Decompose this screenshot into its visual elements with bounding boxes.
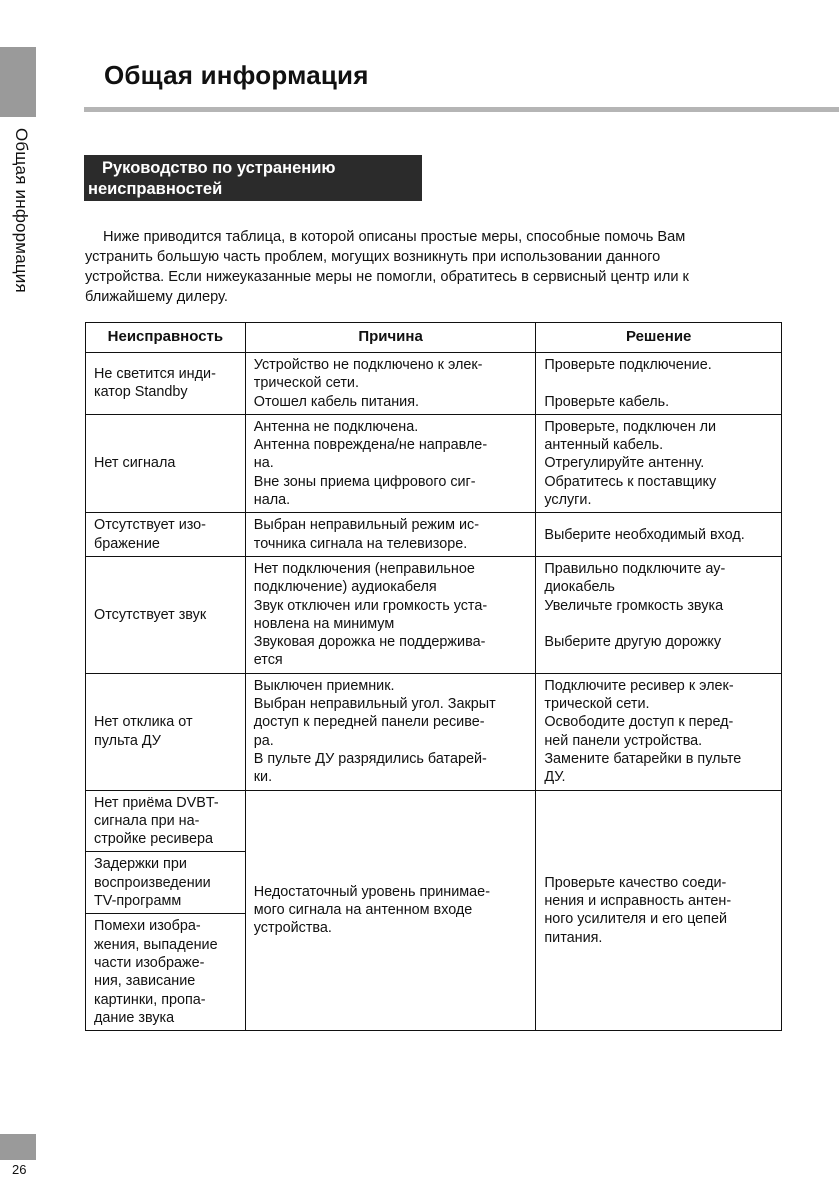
cause-cell-line: Звуковая дорожка не поддержива-	[253, 634, 486, 651]
title-divider	[84, 107, 839, 112]
cause-cell-line: Недостаточный уровень принимае-	[253, 883, 490, 900]
fault-cell-line: Нет отклика от	[94, 714, 193, 731]
cause-cell-line: Антенна повреждена/не направле-	[253, 437, 488, 454]
solution-cell	[536, 513, 782, 557]
cause-cell-line: Антенна не подключена.	[253, 418, 419, 435]
cause-cell	[245, 353, 536, 415]
cause-cell-line: Выключен приемник.	[253, 677, 395, 694]
solution-cell-line: Отрегулируйте антенну.	[544, 455, 705, 472]
section-heading-line1: Руководство по устранению	[102, 159, 336, 177]
fault-cell	[86, 914, 246, 1031]
solution-cell-line: ней панели устройства.	[544, 732, 703, 749]
solution-cell-line: Проверьте кабель.	[544, 393, 670, 410]
solution-cell-line: Освободите доступ к перед-	[544, 714, 734, 731]
solution-cell-line: Обратитесь к поставщику	[544, 473, 717, 490]
fault-cell-line: картинки, пропа-	[94, 991, 206, 1008]
fault-cell-line: стройке ресивера	[94, 831, 214, 848]
cause-cell-line: В пульте ДУ разрядились батарей-	[253, 750, 487, 767]
cause-cell-line: Вне зоны приема цифрового сиг-	[253, 473, 476, 490]
cause-cell-line: подключение) аудиокабеля	[253, 579, 437, 596]
solution-cell-line: нения и исправность антен-	[544, 893, 732, 910]
cause-cell-line: Устройство не подключено к элек-	[253, 357, 483, 373]
solution-cell-line: питания.	[544, 929, 603, 946]
cause-cell	[245, 513, 536, 557]
fault-cell	[86, 513, 246, 557]
solution-cell	[536, 673, 782, 790]
cause-cell-line: Выбран неправильный угол. Закрыт	[253, 696, 496, 713]
fault-cell-line: Отсутствует звук	[94, 606, 207, 623]
fault-cell	[86, 353, 246, 415]
header-solution: Решение	[536, 323, 782, 353]
cause-cell-line: ра.	[253, 732, 274, 749]
side-tab-marker	[0, 47, 36, 117]
page-title: Общая информация	[104, 60, 369, 90]
fault-cell	[86, 852, 246, 914]
fault-cell-line: TV-программ	[94, 893, 182, 910]
fault-cell-line: пульта ДУ	[94, 732, 161, 749]
fault-cell-line: Отсутствует изо-	[94, 517, 206, 534]
solution-cell-line: Выберите другую дорожку	[544, 634, 722, 651]
table-row	[86, 353, 782, 415]
solution-cell	[536, 353, 782, 415]
cause-cell-line: ки.	[253, 769, 273, 786]
fault-cell-line: части изображе-	[94, 954, 205, 971]
cause-cell	[245, 790, 536, 1031]
solution-cell	[536, 790, 782, 1031]
table-header-row	[86, 323, 782, 353]
cause-cell-line: новлена на минимум	[253, 615, 395, 632]
cause-cell-line: доступ к передней панели ресиве-	[253, 714, 485, 731]
solution-cell-line	[544, 651, 773, 669]
section-heading-line2: неисправностей	[88, 180, 223, 198]
fault-cell	[86, 673, 246, 790]
cause-cell-line: Нет подключения (неправильное	[253, 560, 475, 577]
solution-cell-line: Подключите ресивер к элек-	[544, 677, 734, 694]
cause-cell-line: на.	[253, 455, 274, 472]
table-row	[86, 673, 782, 790]
cause-cell-line: точника сигнала на телевизоре.	[253, 535, 468, 552]
fault-cell-line: Нет сигнала	[94, 455, 176, 472]
solution-cell-line: Проверьте качество соеди-	[544, 874, 727, 891]
cause-cell-line: нала.	[253, 492, 291, 509]
fault-cell-line: Помехи изобра-	[94, 918, 201, 935]
side-section-label: Общая информация	[12, 128, 31, 293]
solution-cell-line: трической сети.	[544, 696, 650, 713]
solution-cell	[536, 556, 782, 673]
cause-cell	[245, 556, 536, 673]
section-heading	[84, 155, 422, 201]
table-row	[86, 513, 782, 557]
cause-cell-line: устройства.	[253, 920, 332, 937]
solution-cell-line: Правильно подключите ау-	[544, 560, 726, 577]
fault-cell-line: жения, выпадение	[94, 936, 218, 953]
fault-cell-line: сигнала при на-	[94, 812, 200, 829]
table-row	[86, 790, 782, 852]
troubleshooting-table	[85, 322, 782, 1031]
solution-cell-line: антенный кабель.	[544, 437, 664, 454]
fault-cell-line: воспроизведении	[94, 874, 211, 891]
intro-line: ближайшему дилеру.	[85, 289, 228, 305]
cause-cell-line: Выбран неправильный режим ис-	[253, 517, 479, 534]
cause-cell-line: Звук отключен или громкость уста-	[253, 597, 488, 614]
cause-cell-line: трической сети.	[253, 375, 359, 392]
table-row	[86, 556, 782, 673]
solution-cell-line: Замените батарейки в пульте	[544, 750, 742, 767]
fault-cell-line: бражение	[94, 535, 160, 552]
cause-cell-line: мого сигнала на антенном входе	[253, 902, 473, 919]
fault-cell-line: ния, зависание	[94, 973, 196, 990]
fault-cell	[86, 556, 246, 673]
solution-cell-line	[544, 615, 773, 633]
fault-cell	[86, 790, 246, 852]
fault-cell-line: катор Standby	[94, 384, 188, 401]
intro-line: Ниже приводится таблица, в которой описаны простые меры, способные помочь Вам	[103, 229, 686, 245]
intro-line: устройства. Если нижеуказанные меры не помогли, обратитесь в сервисный центр или к	[85, 269, 689, 285]
fault-cell	[86, 414, 246, 512]
solution-cell-line	[544, 374, 773, 392]
cause-cell-line: ется	[253, 652, 283, 669]
fault-cell-line: Задержки при	[94, 856, 187, 873]
header-cause: Причина	[245, 323, 536, 353]
solution-cell-line: ДУ.	[544, 769, 566, 786]
page-number-tab	[0, 1134, 36, 1160]
intro-paragraph	[85, 227, 785, 307]
fault-cell-line: Нет приёма DVBT-	[94, 794, 219, 811]
solution-cell-line: Проверьте, подключен ли	[544, 418, 717, 435]
cause-cell	[245, 414, 536, 512]
solution-cell-line: Выберите необходимый вход.	[544, 526, 745, 543]
table-row	[86, 414, 782, 512]
fault-cell-line: Не светится инди-	[94, 366, 216, 383]
page-number: 26	[12, 1162, 27, 1177]
solution-cell-line: услуги.	[544, 492, 592, 509]
cause-cell-line: Отошел кабель питания.	[253, 393, 420, 410]
solution-cell	[536, 414, 782, 512]
solution-cell-line: Проверьте подключение.	[544, 357, 712, 373]
solution-cell-line: ного усилителя и его цепей	[544, 911, 727, 928]
header-fault: Неисправность	[86, 323, 246, 353]
intro-line: устранить большую часть проблем, могущих возникнуть при использовании данного	[85, 249, 661, 265]
cause-cell	[245, 673, 536, 790]
solution-cell-line: Увеличьте громкость звука	[544, 597, 724, 614]
fault-cell-line: дание звука	[94, 1009, 175, 1026]
solution-cell-line: диокабель	[544, 579, 615, 596]
